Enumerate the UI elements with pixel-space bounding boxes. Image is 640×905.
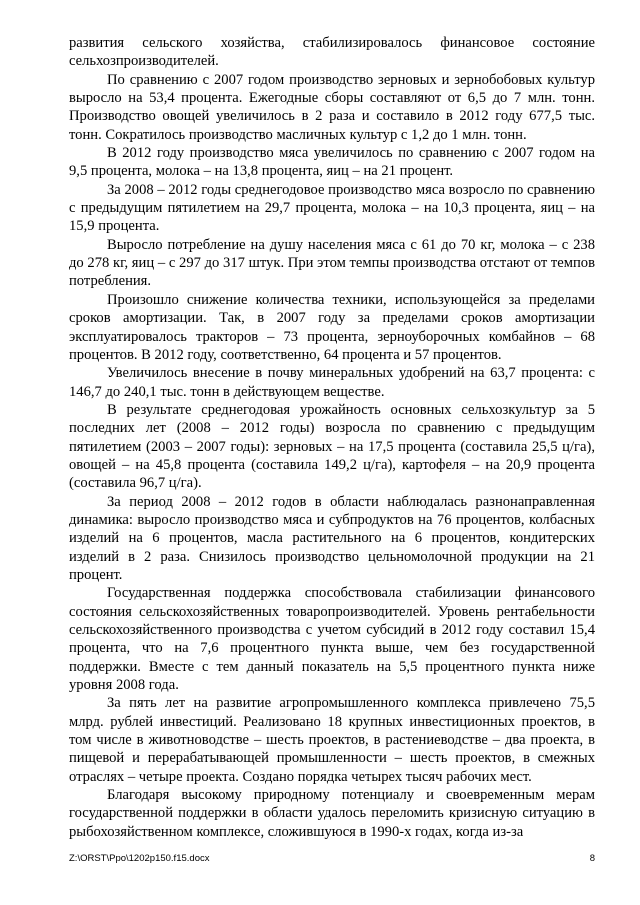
paragraph: Государственная поддержка способствовала стабилизации финансового состояния сельскохозяйственных товаропроизводителей. Уровень рентабельности сельскохозяйственного производства с учетом субсидий в 2012 году составил 15,4 процента, что на 7,6 процентного пункта выше, чем без государственной поддержки. Вместе с тем данный показатель на 5,5 процентного пункта ниже уровня 2008 года. <box>69 585 595 694</box>
paragraph: Выросло потребление на душу населения мяса с 61 до 70 кг, молока – с 238 до 278 кг, яиц – с 297 до 317 штук. При этом темпы производства отстают от темпов потребления. <box>69 236 595 290</box>
paragraph: развития сельского хозяйства, стабилизировалось финансовое состояние сельхозпроизводителей. <box>69 35 595 70</box>
footer-file-path: Z:\ORST\Ppo\1202p150.f15.docx <box>69 853 210 864</box>
paragraph: В 2012 году производство мяса увеличилось по сравнению с 2007 годом на 9,5 процента, молока – на 13,8 процента, яиц – на 21 процент. <box>69 145 595 180</box>
paragraph: В результате среднегодовая урожайность основных сельхозкультур за 5 последних лет (2008 – 2012 годы) возросла по сравнению с предыдущим пятилетием (2003 – 2007 годы): зерновых – на 17,5 процента (составила 25,5 ц/га), овощей – на 45,8 процента (составила 149,2 ц/га), картофеля – на 20,9 процента (составила 96,7 ц/га). <box>69 401 595 492</box>
paragraph: Увеличилось внесение в почву минеральных удобрений на 63,7 процента: с 146,7 до 240,1 тыс. тонн в действующем веществе. <box>69 365 595 400</box>
paragraph: За 2008 – 2012 годы среднегодовое производство мяса возросло по сравнению с предыдущим пятилетием на 29,7 процента, молока – на 10,3 процента, яиц – на 15,9 процента. <box>69 181 595 235</box>
paragraph: По сравнению с 2007 годом производство зерновых и зернобобовых культур выросло на 53,4 процента. Ежегодные сборы составляют от 6,5 до 7 млн. тонн. Производство овощей увеличилось в 2 раза и составило в 2012 году 677,5 тыс. тонн. Сократилось производство масличных культур с 1,2 до 1 млн. тонн. <box>69 71 595 143</box>
document-body <box>69 34 595 841</box>
paragraph: За период 2008 – 2012 годов в области наблюдалась разнонаправленная динамика: выросло производство мяса и субпродуктов на 76 процентов, колбасных изделий на 6 процентов, масла растительного на 6 процентов, кондитерских изделий в 2 раза. Снизилось производство цельномолочной продукции на 21 процент. <box>69 493 595 583</box>
paragraph: Произошло снижение количества техники, использующейся за пределами сроков амортизации. Так, в 2007 году за пределами сроков амортизации эксплуатировалось тракторов – 73 процента, зерноуборочных комбайнов – 68 процентов. В 2012 году, соответственно, 64 процента и 57 процентов. <box>69 291 595 363</box>
page-number: 8 <box>589 853 595 864</box>
paragraph: Благодаря высокому природному потенциалу и своевременным мерам государственной поддержки в области удалось переломить кризисную ситуацию в рыбохозяйственном комплексе, сложившуюся в 1990-х годах, когда из-за <box>69 787 595 840</box>
paragraph: За пять лет на развитие агропромышленного комплекса привлечено 75,5 млрд. рублей инвестиций. Реализовано 18 крупных инвестиционных проектов, в том числе в животноводстве – шесть проектов, в растениеводстве – два проекта, в пищевой и перерабатывающей промышленности – шесть проектов, в смежных отраслях – четыре проекта. Создано порядка четырех тысяч рабочих мест. <box>69 695 595 785</box>
